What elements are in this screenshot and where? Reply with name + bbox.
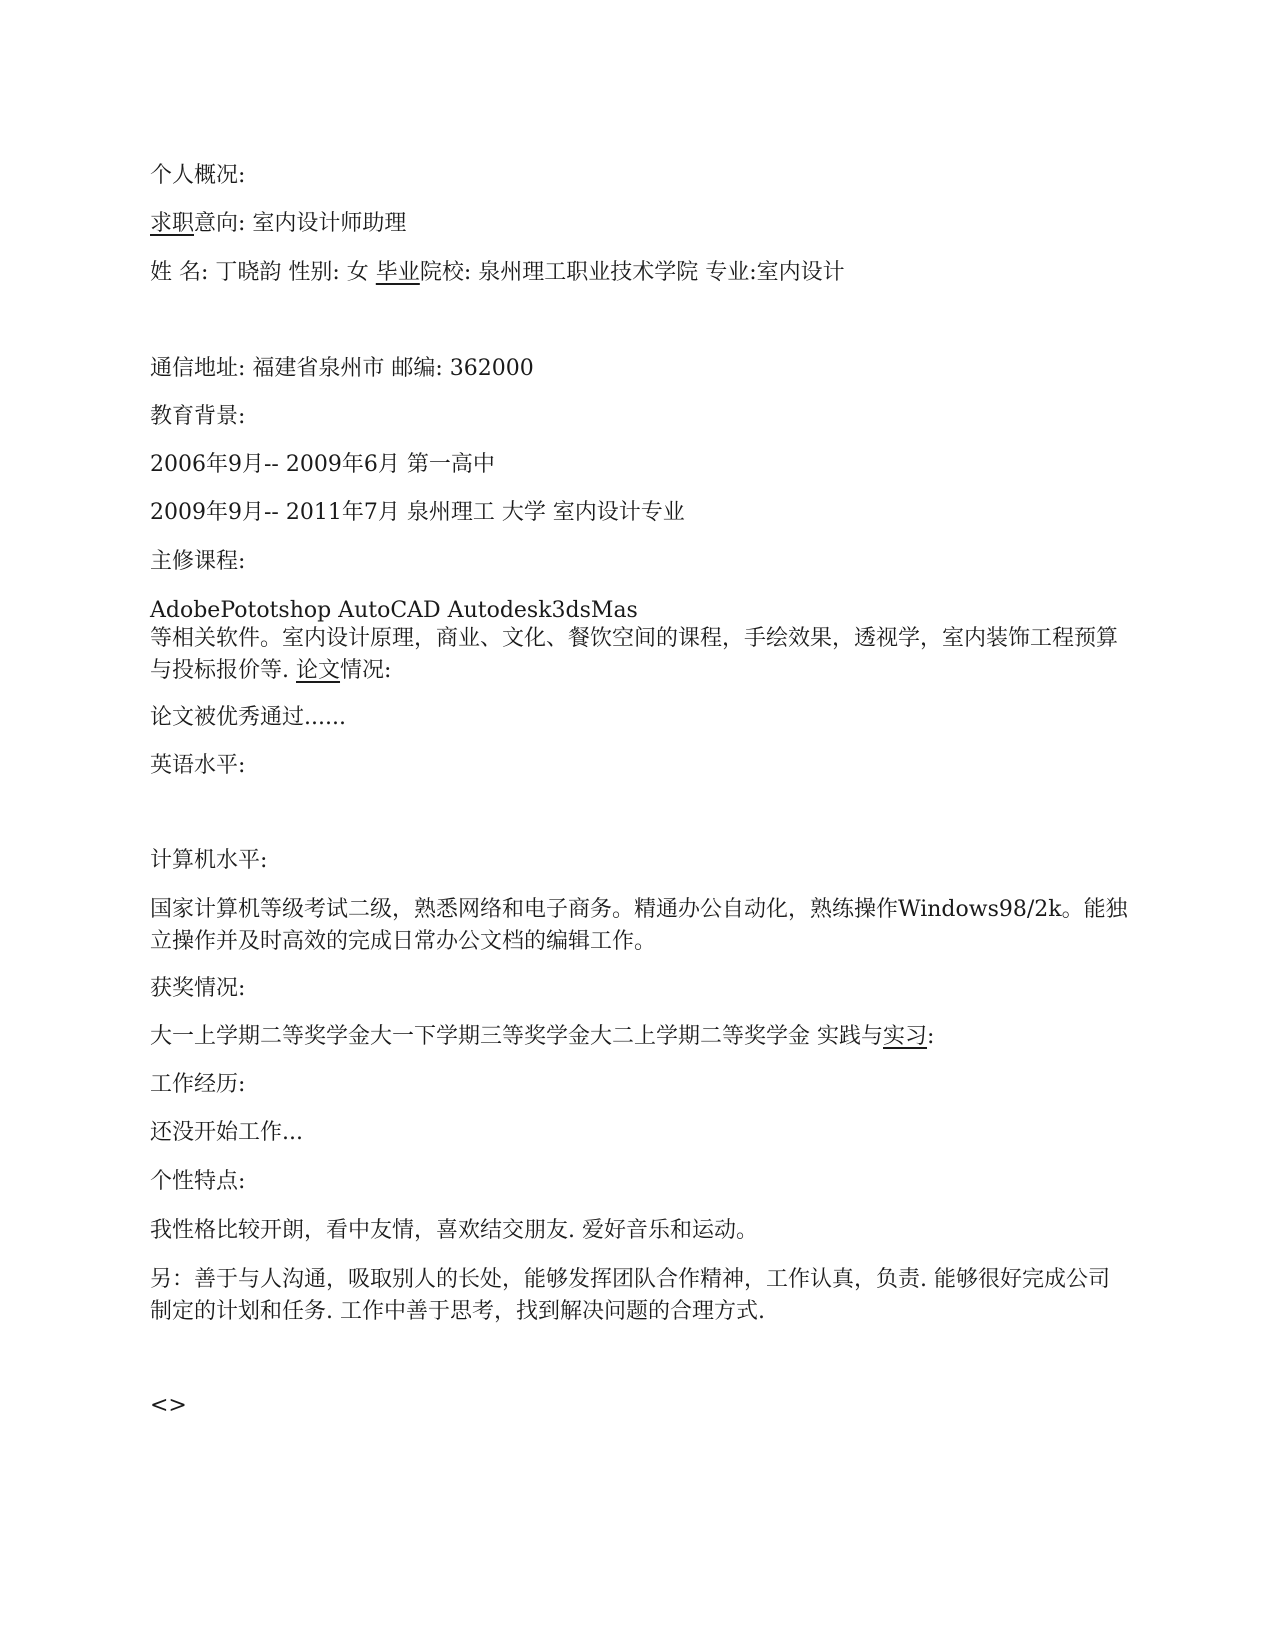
awards-text: 大一上学期二等奖学金大一下学期三等奖学金大二上学期二等奖学金 实践与 [150, 1024, 883, 1049]
personality-line-2: 另：善于与人沟通，吸取别人的长处，能够发挥团队合作精神，工作认真，负责. 能够很好完成公司制定的计划和任务. 工作中善于思考，找到解决问题的合理方式. [150, 1267, 1110, 1324]
section-overview-heading: 个人概况: [150, 163, 246, 188]
courses-description [150, 623, 1130, 687]
basic-info [150, 258, 845, 288]
courses-body: 等相关软件。室内设计原理，商业、文化、餐饮空间的课程，手绘效果，透视学，室内装饰工程预算与投标报价等. [150, 626, 1119, 683]
work-text: 还没开始工作... [150, 1120, 303, 1145]
section-computer-heading: 计算机水平: [150, 848, 268, 873]
computer-skills-text: 国家计算机等级考试二级，熟悉网络和电子商务。精通办公自动化，熟练操作Windows98/2k。能独立操作并及时高效的完成日常办公文档的编辑工作。 [150, 897, 1128, 954]
basic-info-part1: 姓 名: 丁晓韵 性别: 女 [150, 260, 376, 285]
section-awards-heading: 获奖情况: [150, 976, 246, 1001]
objective-underlined: 求职 [150, 211, 195, 236]
basic-info-part2: 院校: 泉州理工职业技术学院 专业:室内设计 [419, 260, 845, 285]
section-courses-heading: 主修课程: [150, 549, 246, 574]
section-education-heading: 教育背景: [150, 404, 246, 429]
objective-text: 意向: 室内设计师助理 [194, 211, 407, 236]
education-entry: 2006年9月-- 2009年6月 第一高中 [150, 452, 495, 477]
thesis-label: 情况: [340, 658, 392, 683]
section-work-heading: 工作经历: [150, 1072, 246, 1097]
address-line: 通信地址: 福建省泉州市 邮编: 362000 [150, 356, 534, 381]
personality-line-1: 我性格比较开朗，看中友情，喜欢结交朋友. 爱好音乐和运动。 [150, 1218, 758, 1243]
awards-line [150, 1022, 934, 1052]
courses-software: AdobePototshop AutoCAD Autodesk3dsMas [150, 598, 638, 623]
job-objective [150, 209, 406, 239]
footer-mark: <> [150, 1393, 187, 1418]
awards-tail: : [927, 1024, 935, 1049]
education-entry: 2009年9月-- 2011年7月 泉州理工 大学 室内设计专业 [150, 500, 685, 525]
section-personality-heading: 个性特点: [150, 1169, 246, 1194]
thesis-result: 论文被优秀通过...... [150, 705, 346, 730]
section-english-heading: 英语水平: [150, 753, 246, 778]
thesis-underlined: 论文 [296, 658, 341, 683]
awards-underlined: 实习 [883, 1024, 928, 1049]
basic-info-underlined: 毕业 [375, 260, 420, 285]
